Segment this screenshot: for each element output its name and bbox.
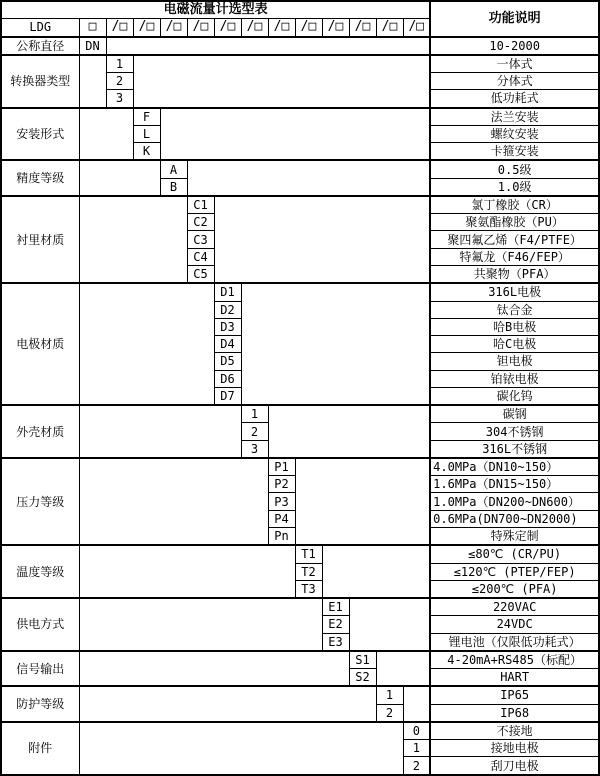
desc-installation-type-F: 法兰安装 (430, 108, 599, 126)
desc-lining-material-C1: 氯丁橡胶（CR） (430, 196, 599, 214)
desc-converter-type-2: 分体式 (430, 73, 599, 90)
model-code-slot: /□ (187, 19, 214, 37)
filler-left-temperature-rating (79, 545, 295, 598)
desc-protection-rating-2: IP68 (430, 704, 599, 722)
desc-electrode-material-D7: 碳化钨 (430, 387, 599, 405)
code-cell-pressure-rating-P3: P3 (268, 493, 295, 510)
filler-left-lining-material (79, 196, 187, 283)
code-cell-housing-material-3: 3 (241, 440, 268, 458)
table-title: 电磁流量计选型表 (1, 1, 430, 19)
desc-housing-material-3: 316L不锈钢 (430, 440, 599, 458)
code-cell-signal-output-S1: S1 (349, 651, 376, 669)
code-cell-installation-type-L: L (133, 125, 160, 142)
model-code-slot: /□ (241, 19, 268, 37)
filler-left-power-supply (79, 598, 322, 651)
desc-lining-material-C4: 特氟龙（F46/FEP） (430, 248, 599, 265)
desc-temperature-rating-T3: ≤200℃ (PFA) (430, 580, 599, 598)
code-cell-converter-type-3: 3 (106, 90, 133, 108)
group-label-housing-material: 外壳材质 (1, 405, 79, 458)
desc-electrode-material-D6: 铂铱电极 (430, 370, 599, 387)
code-cell-temperature-rating-T3: T3 (295, 580, 322, 598)
code-cell-electrode-material-D3: D3 (214, 318, 241, 335)
code-cell-converter-type-1: 1 (106, 55, 133, 73)
filler-right-lining-material (214, 196, 430, 283)
group-label-installation-type: 安装形式 (1, 108, 79, 161)
filler-right-housing-material (268, 405, 430, 458)
filler-right-protection-rating (403, 686, 430, 722)
desc-housing-material-1: 碳钢 (430, 405, 599, 423)
filler-right-pressure-rating (295, 458, 430, 545)
filler-right-installation-type (160, 108, 430, 161)
desc-temperature-rating-T1: ≤80℃ (CR/PU) (430, 545, 599, 563)
desc-pressure-rating-P1: 4.0MPa（DN10~150） (430, 458, 599, 476)
filler-left-housing-material (79, 405, 241, 458)
filler-left-protection-rating (79, 686, 376, 722)
code-cell-electrode-material-D2: D2 (214, 301, 241, 318)
desc-electrode-material-D1: 316L电极 (430, 283, 599, 301)
code-cell-pressure-rating-P1: P1 (268, 458, 295, 476)
code-cell-lining-material-C2: C2 (187, 214, 214, 231)
code-cell-electrode-material-D6: D6 (214, 370, 241, 387)
model-prefix-ldg: LDG (1, 19, 79, 37)
desc-pressure-rating-P4: 0.6MPa(DN700~DN2000) (430, 510, 599, 527)
desc-lining-material-C5: 共聚物（PFA） (430, 265, 599, 283)
code-cell-accessories-2: 2 (403, 757, 430, 775)
code-cell-lining-material-C3: C3 (187, 231, 214, 248)
code-cell-pressure-rating-Pn: Pn (268, 527, 295, 545)
desc-pressure-rating-P2: 1.6MPa（DN15~150） (430, 476, 599, 493)
model-code-slot: /□ (214, 19, 241, 37)
filler-left-pressure-rating (79, 458, 268, 545)
filler-right-accuracy-class (187, 160, 430, 196)
code-cell-signal-output-S2: S2 (349, 669, 376, 687)
code-cell-protection-rating-1: 1 (376, 686, 403, 704)
group-label-pressure-rating: 压力等级 (1, 458, 79, 545)
group-label-power-supply: 供电方式 (1, 598, 79, 651)
model-code-slot: /□ (403, 19, 430, 37)
filler-left-converter-type (79, 55, 106, 108)
desc-installation-type-K: 卡箍安装 (430, 143, 599, 161)
code-cell-converter-type-2: 2 (106, 73, 133, 90)
group-label-electrode-material: 电极材质 (1, 283, 79, 405)
desc-protection-rating-1: IP65 (430, 686, 599, 704)
desc-converter-type-3: 低功耗式 (430, 90, 599, 108)
model-code-slot: /□ (349, 19, 376, 37)
group-label-accuracy-class: 精度等级 (1, 160, 79, 196)
model-code-slot: /□ (268, 19, 295, 37)
group-label-accessories: 附件 (1, 722, 79, 775)
code-cell-lining-material-C5: C5 (187, 265, 214, 283)
code-cell-nominal-diameter-DN: DN (79, 37, 106, 55)
code-cell-accuracy-class-B: B (160, 178, 187, 196)
code-cell-electrode-material-D4: D4 (214, 336, 241, 353)
code-cell-installation-type-F: F (133, 108, 160, 126)
filler-right-electrode-material (241, 283, 430, 405)
code-cell-protection-rating-2: 2 (376, 704, 403, 722)
group-label-nominal-diameter: 公称直径 (1, 37, 79, 55)
code-cell-electrode-material-D1: D1 (214, 283, 241, 301)
model-code-slot: /□ (133, 19, 160, 37)
code-cell-electrode-material-D5: D5 (214, 353, 241, 370)
filler-right-signal-output (376, 651, 430, 687)
code-cell-pressure-rating-P4: P4 (268, 510, 295, 527)
group-label-signal-output: 信号输出 (1, 651, 79, 687)
desc-electrode-material-D4: 哈C电极 (430, 336, 599, 353)
desc-accessories-1: 接地电极 (430, 740, 599, 757)
code-cell-power-supply-E2: E2 (322, 616, 349, 633)
filler-left-accuracy-class (79, 160, 160, 196)
code-cell-electrode-material-D7: D7 (214, 387, 241, 405)
filler-left-installation-type (79, 108, 133, 161)
desc-temperature-rating-T2: ≤120℃ (PTEP/FEP) (430, 563, 599, 580)
model-code-slot: /□ (376, 19, 403, 37)
group-label-protection-rating: 防护等级 (1, 686, 79, 722)
model-code-slot: /□ (160, 19, 187, 37)
desc-pressure-rating-P3: 1.0MPa（DN200~DN600） (430, 493, 599, 510)
filler-right-converter-type (133, 55, 430, 108)
filler-left-accessories (79, 722, 403, 775)
code-cell-housing-material-2: 2 (241, 423, 268, 440)
desc-electrode-material-D5: 钽电极 (430, 353, 599, 370)
code-cell-accessories-1: 1 (403, 740, 430, 757)
filler-right-power-supply (349, 598, 430, 651)
code-cell-accessories-0: 0 (403, 722, 430, 740)
filler-right-nominal-diameter (106, 37, 430, 55)
desc-installation-type-L: 螺纹安装 (430, 125, 599, 142)
desc-accessories-2: 刮刀电极 (430, 757, 599, 775)
code-cell-accuracy-class-A: A (160, 160, 187, 178)
desc-power-supply-E3: 锂电池（仅限低功耗式） (430, 633, 599, 651)
desc-nominal-diameter-DN: 10-2000 (430, 37, 599, 55)
code-cell-power-supply-E3: E3 (322, 633, 349, 651)
filler-left-signal-output (79, 651, 349, 687)
desc-electrode-material-D2: 钛合金 (430, 301, 599, 318)
desc-lining-material-C2: 聚氨酯橡胶（PU） (430, 214, 599, 231)
group-label-lining-material: 衬里材质 (1, 196, 79, 283)
model-code-slot: /□ (106, 19, 133, 37)
code-cell-lining-material-C1: C1 (187, 196, 214, 214)
code-cell-installation-type-K: K (133, 143, 160, 161)
model-code-slot: /□ (322, 19, 349, 37)
group-label-converter-type: 转换器类型 (1, 55, 79, 108)
code-cell-housing-material-1: 1 (241, 405, 268, 423)
desc-converter-type-1: 一体式 (430, 55, 599, 73)
code-cell-temperature-rating-T2: T2 (295, 563, 322, 580)
desc-accuracy-class-A: 0.5级 (430, 160, 599, 178)
desc-power-supply-E2: 24VDC (430, 616, 599, 633)
model-checkbox-box: □ (79, 19, 106, 37)
desc-pressure-rating-Pn: 特殊定制 (430, 527, 599, 545)
desc-accuracy-class-B: 1.0级 (430, 178, 599, 196)
desc-lining-material-C3: 聚四氟乙烯（F4/PTFE） (430, 231, 599, 248)
filler-left-electrode-material (79, 283, 214, 405)
function-description-header: 功能说明 (430, 1, 599, 37)
desc-signal-output-S2: HART (430, 669, 599, 687)
model-code-slot: /□ (295, 19, 322, 37)
code-cell-temperature-rating-T1: T1 (295, 545, 322, 563)
filler-right-temperature-rating (322, 545, 430, 598)
desc-power-supply-E1: 220VAC (430, 598, 599, 616)
code-cell-pressure-rating-P2: P2 (268, 476, 295, 493)
desc-signal-output-S1: 4-20mA+RS485（标配） (430, 651, 599, 669)
desc-housing-material-2: 304不锈钢 (430, 423, 599, 440)
desc-electrode-material-D3: 哈B电极 (430, 318, 599, 335)
code-cell-lining-material-C4: C4 (187, 248, 214, 265)
group-label-temperature-rating: 温度等级 (1, 545, 79, 598)
desc-accessories-0: 不接地 (430, 722, 599, 740)
code-cell-power-supply-E1: E1 (322, 598, 349, 616)
